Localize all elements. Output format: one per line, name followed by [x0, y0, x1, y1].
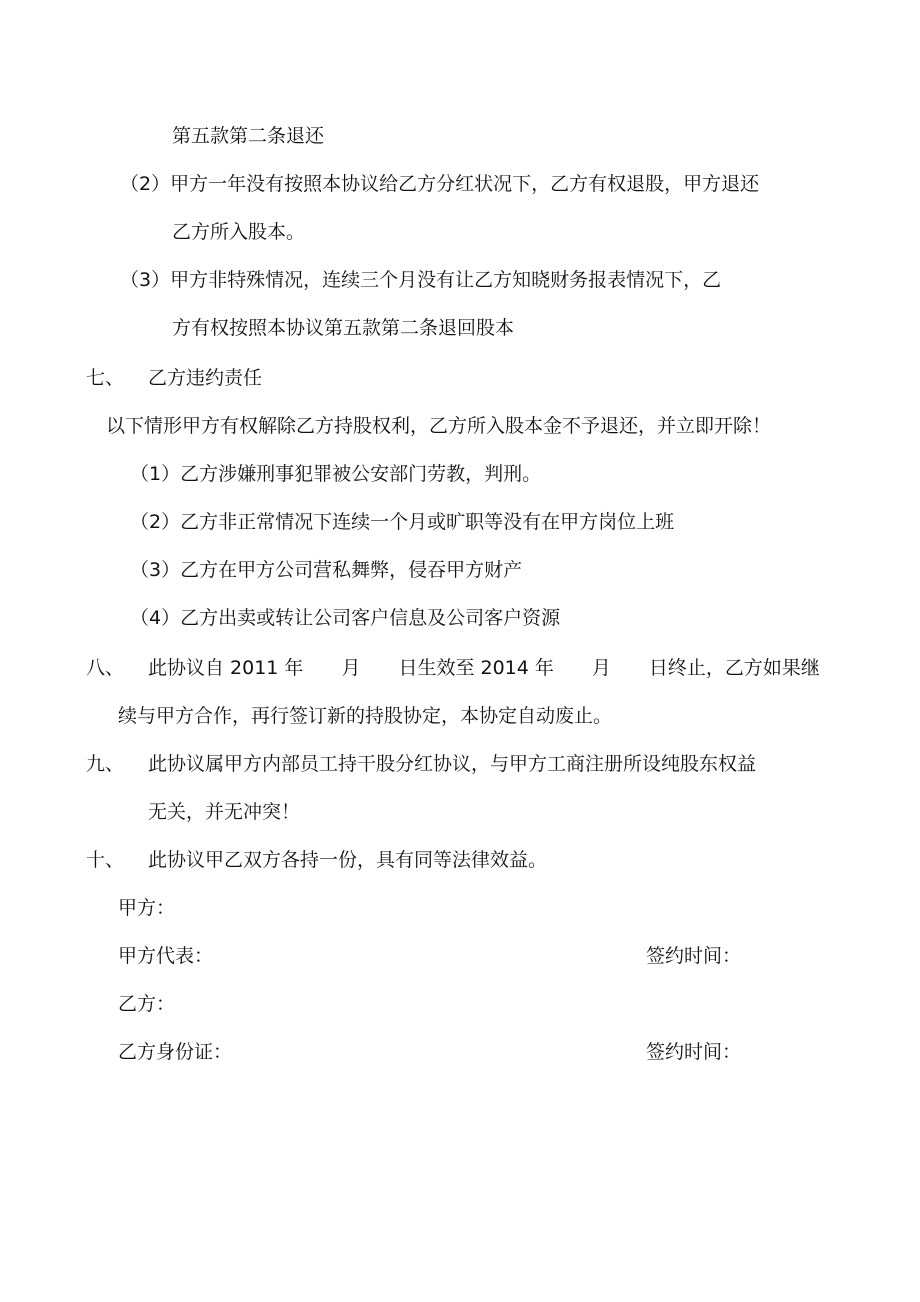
section7-intro: 以下情形甲方有权解除乙方持股权利，乙方所入股本金不予退还，并立即开除！	[106, 415, 772, 437]
section7-item-3: （3）乙方在甲方公司营私舞弊，侵吞甲方财产	[130, 559, 523, 581]
section6-continuation: 第五款第二条退还	[172, 125, 325, 147]
section8-part5: 日终止，乙方如果继	[648, 657, 820, 679]
party-b-label: 乙方：	[118, 993, 176, 1015]
section10-line1: 此协议甲乙双方各持一份，具有同等法律效益。	[148, 849, 548, 871]
section9-line1: 此协议属甲方内部员工持干股分红协议，与甲方工商注册所设纯股东权益	[148, 753, 757, 775]
section7-item-1: （1）乙方涉嫌刑事犯罪被公安部门劳教，判刑。	[130, 463, 542, 485]
section10-line1-wrap	[86, 848, 547, 872]
section9-line1-wrap	[86, 752, 756, 776]
party-a-label: 甲方：	[118, 897, 176, 919]
section7-heading	[86, 366, 262, 390]
section7-number: 七、	[86, 367, 125, 389]
section7-title: 乙方违约责任	[148, 367, 263, 389]
section9-line2: 无关，并无冲突！	[148, 801, 301, 823]
section8-part2: 月	[341, 657, 361, 679]
section10-number: 十、	[86, 849, 125, 871]
section8-number: 八、	[86, 657, 125, 679]
section9-number: 九、	[86, 753, 125, 775]
section8-part4: 月	[591, 657, 611, 679]
section8-part3: 日生效至 2014 年	[398, 657, 554, 679]
section6-item3-line2: 方有权按照本协议第五款第二条退回股本	[172, 317, 515, 339]
section6-item2-line1: （2）甲方一年没有按照本协议给乙方分红状况下，乙方有权退股，甲方退还	[120, 173, 760, 195]
section8-line2: 续与甲方合作，再行签订新的持股协定，本协定自动废止。	[118, 705, 613, 727]
sign-time-label-1: 签约时间：	[646, 945, 742, 967]
party-b-id-label: 乙方身份证：	[118, 1041, 233, 1063]
section6-item2-line2: 乙方所入股本。	[172, 221, 306, 243]
section6-item3-line1: （3）甲方非特殊情况，连续三个月没有让乙方知晓财务报表情况下，乙	[120, 269, 722, 291]
section7-item-4: （4）乙方出卖或转让公司客户信息及公司客户资源	[130, 607, 561, 629]
sign-time-label-2: 签约时间：	[646, 1041, 742, 1063]
party-a-rep-label: 甲方代表：	[118, 945, 214, 967]
section8-line1	[86, 656, 820, 680]
section8-part1: 此协议自 2011 年	[148, 657, 304, 679]
section7-item-2: （2）乙方非正常情况下连续一个月或旷职等没有在甲方岗位上班	[130, 511, 675, 533]
